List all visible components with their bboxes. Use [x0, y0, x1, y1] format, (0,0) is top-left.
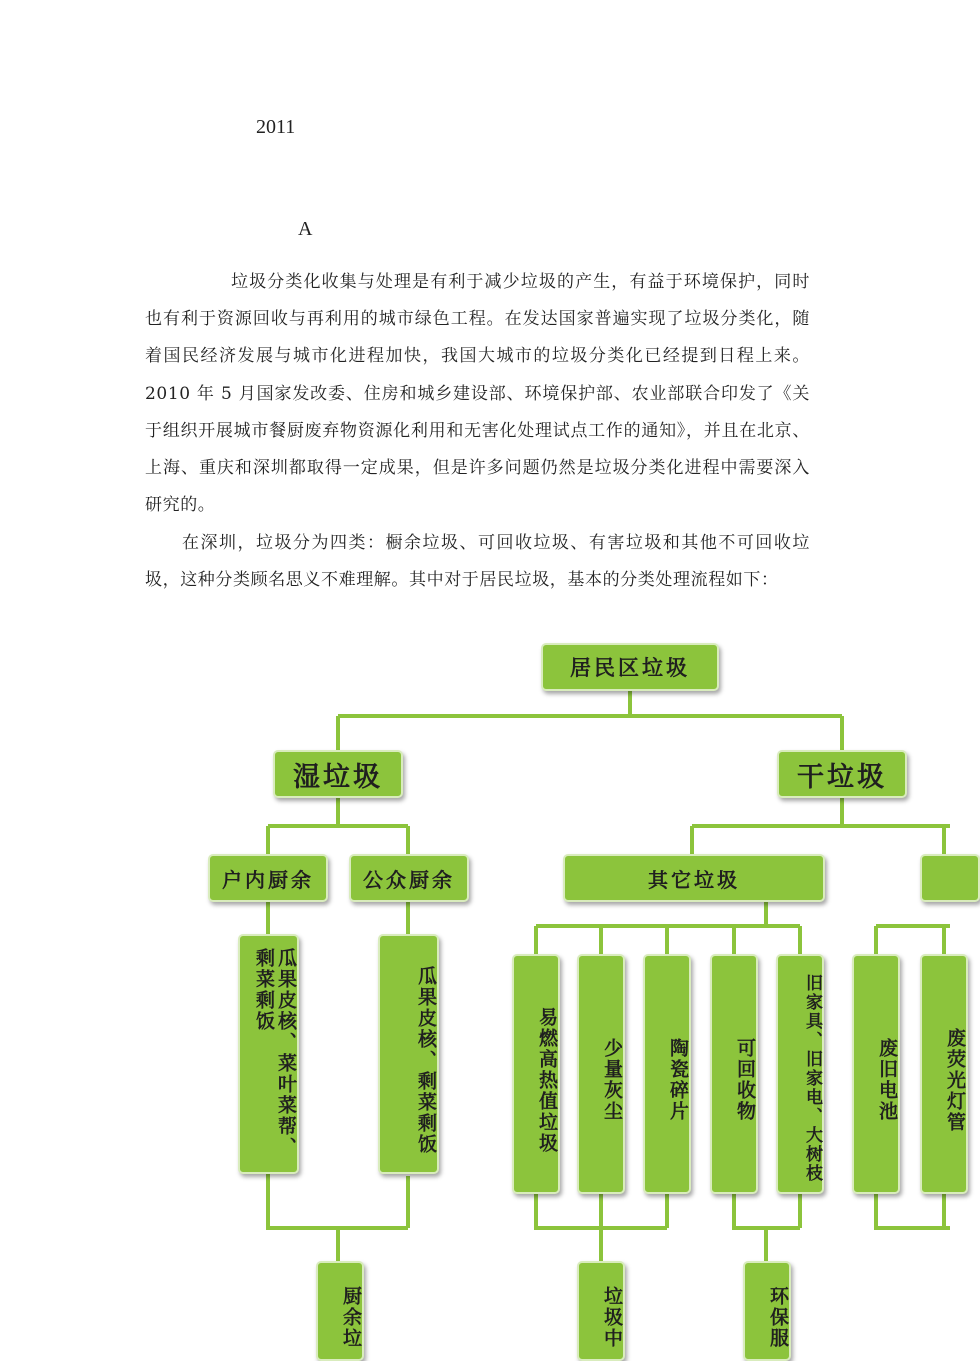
fluorescent-tubes-box: 废荧光灯管	[920, 954, 968, 1194]
environmental-service-box: 环保服	[743, 1261, 791, 1361]
public-items-box: 瓜果皮核、剩菜剩饭	[378, 934, 439, 1174]
intro-paragraph: 垃圾分类化收集与处理是有利于减少垃圾的产生，有益于环境保护，同时也有利于资源回收与再利用的城市绿色工程。在发达国家普遍实现了垃圾分类化，随着国民经济发展与城市化进程加快，我国大城市的垃圾分类化已经提到日程上来。2010 年 5 月国家发改委、住房和城乡建设部、环境保护部、农业部联合印发了《关于组织开展城市餐厨废弃物资源化利用和无害化处理试点工作的通知》，并且在北京、上海、重庆和深圳都取得一定成果，但是许多问题仍然是垃圾分类化进程中需要深入研究的。	[145, 272, 810, 516]
section-letter: A	[298, 218, 313, 240]
garbage-center-box: 垃圾中	[577, 1261, 625, 1361]
combustible-box: 易燃高热值垃圾	[512, 954, 560, 1194]
hazardous-garbage-box	[920, 854, 980, 902]
batteries-box: 废旧电池	[852, 954, 900, 1194]
dry-garbage-box: 干垃圾	[777, 750, 907, 798]
household-kitchen-waste-box: 户内厨余	[208, 854, 328, 902]
wet-garbage-box: 湿垃圾	[273, 750, 403, 798]
other-garbage-box: 其它垃圾	[563, 854, 825, 902]
recyclables-box: 可回收物	[710, 954, 758, 1194]
root-box: 居民区垃圾	[541, 643, 719, 691]
garbage-classification-diagram	[0, 636, 966, 1349]
bulky-items-box: 旧家具、旧家电、大树枝	[776, 954, 824, 1194]
dust-box: 少量灰尘	[577, 954, 625, 1194]
kitchen-waste-output-box: 厨余垃	[316, 1261, 364, 1361]
year-label: 2011	[256, 116, 296, 138]
ceramic-box: 陶瓷碎片	[643, 954, 691, 1194]
shenzhen-paragraph: 在深圳，垃圾分为四类：橱余垃圾、可回收垃圾、有害垃圾和其他不可回收垃圾，这种分类顾名思义不难理解。其中对于居民垃圾，基本的分类处理流程如下：	[145, 533, 810, 591]
household-items-box: 瓜果皮核、菜叶菜帮、剩菜剩饭	[238, 934, 299, 1174]
public-kitchen-waste-box: 公众厨余	[349, 854, 469, 902]
